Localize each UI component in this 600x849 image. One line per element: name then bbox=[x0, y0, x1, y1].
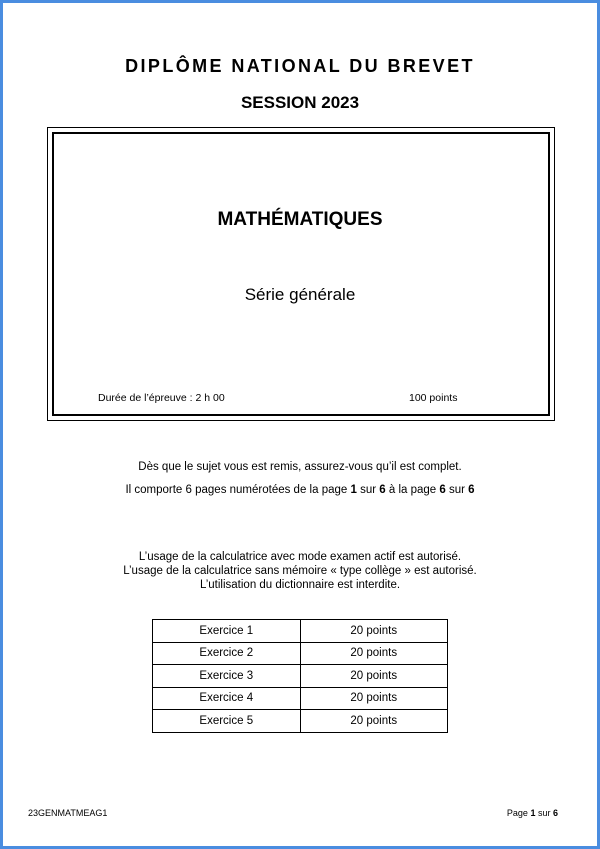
rule-dictionary: L’utilisation du dictionnaire est interdite. bbox=[199, 579, 401, 591]
exercise-points: 20 points bbox=[300, 665, 448, 688]
exercise-points: 20 points bbox=[300, 642, 448, 665]
exercise-points-table bbox=[152, 619, 448, 733]
page-count-notice: Il comporte 6 pages numérotées de la page 1 sur 6 à la page 6 sur 6 bbox=[125, 484, 475, 496]
exam-title: DIPLÔME NATIONAL DU BREVET bbox=[125, 56, 475, 76]
exercise-points: 20 points bbox=[300, 710, 448, 733]
exercise-points: 20 points bbox=[300, 687, 448, 710]
rule-calculator-college: L’usage de la calculatrice sans mémoire « type collège » est autorisé. bbox=[123, 565, 477, 577]
completeness-notice: Dès que le sujet vous est remis, assurez-vous qu’il est complet. bbox=[138, 461, 462, 473]
series-label: Série générale bbox=[244, 285, 356, 304]
exercise-name: Exercice 4 bbox=[153, 687, 301, 710]
exercise-name: Exercice 3 bbox=[153, 665, 301, 688]
page-number: Page 1 sur 6 bbox=[506, 808, 558, 818]
table-row bbox=[153, 710, 448, 733]
exam-session: SESSION 2023 bbox=[240, 93, 360, 112]
subject-title: MATHÉMATIQUES bbox=[217, 209, 383, 230]
total-points: 100 points bbox=[409, 392, 458, 404]
table-row bbox=[153, 687, 448, 710]
rule-calculator-exam: L’usage de la calculatrice avec mode examen actif est autorisé. bbox=[138, 551, 462, 563]
table-row bbox=[153, 620, 448, 643]
exercise-points: 20 points bbox=[300, 620, 448, 643]
document-code: 23GENMATMEAG1 bbox=[28, 808, 108, 818]
table-row bbox=[153, 665, 448, 688]
subject-box-inner bbox=[52, 132, 550, 416]
table-row bbox=[153, 642, 448, 665]
exercise-name: Exercice 2 bbox=[153, 642, 301, 665]
exercise-name: Exercice 1 bbox=[153, 620, 301, 643]
exam-duration: Durée de l’épreuve : 2 h 00 bbox=[98, 392, 225, 404]
exercise-name: Exercice 5 bbox=[153, 710, 301, 733]
